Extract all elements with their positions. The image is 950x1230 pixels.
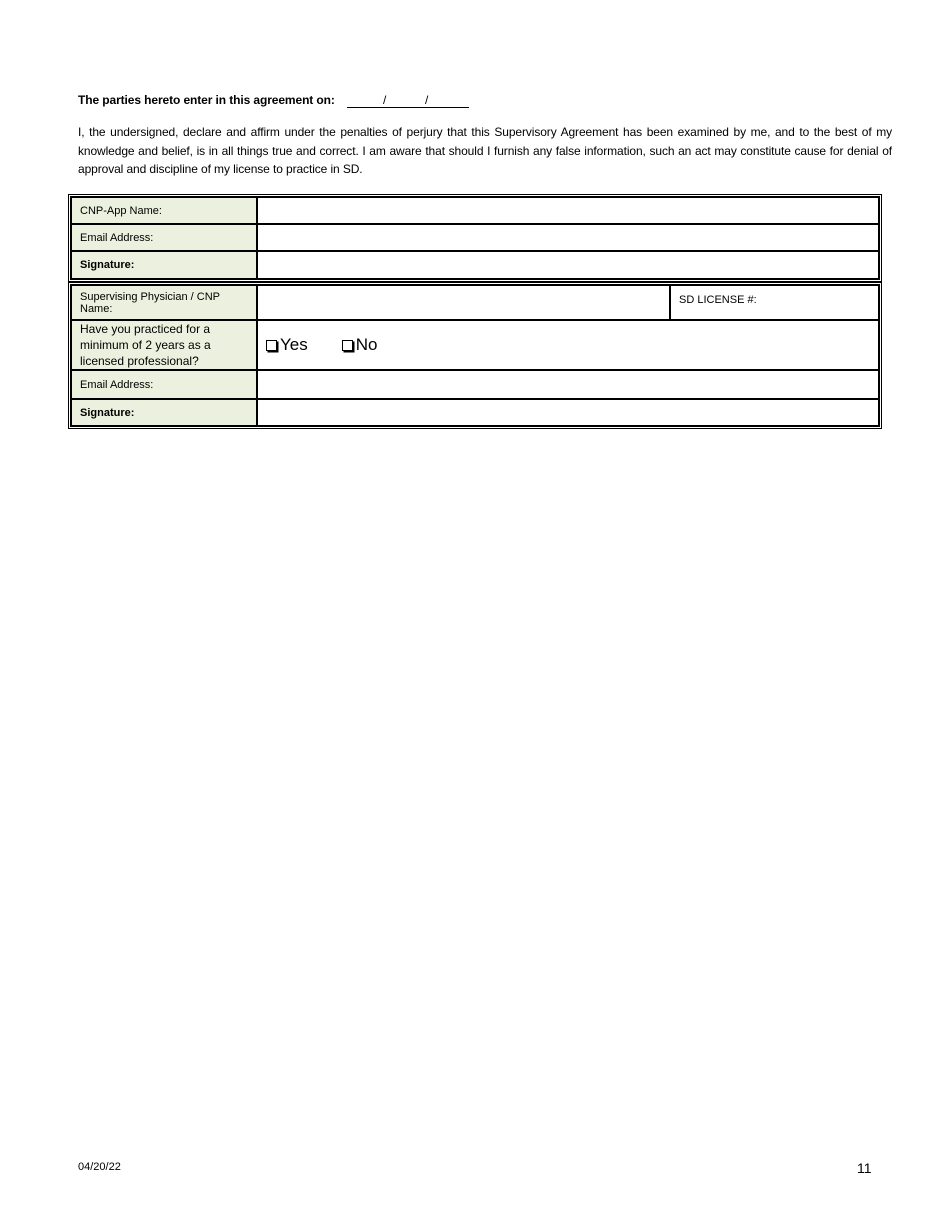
supervising-physician-table [68,282,882,429]
cnp-email-label: Email Address: [71,224,257,251]
footer-date: 04/20/22 [78,1161,121,1173]
physician-name-label: Supervising Physician / CNP Name: [71,285,257,320]
perjury-declaration: I, the undersigned, declare and affirm under the penalties of perjury that this Supervisory Agreement has been examined by me, and to the best of my knowledge and belief, is in all things true and correct. I am aware that should I furnish any false information, such an act may constitute cause for denial of approval and discipline of my license to practice in SD. [78,125,892,176]
cnp-email-field[interactable] [257,224,879,251]
cnp-applicant-table [68,194,882,282]
no-option[interactable] [342,335,378,355]
cnp-signature-label: Signature: [71,251,257,279]
page-number: 11 [857,1160,872,1176]
no-checkbox[interactable] [342,340,353,351]
practice-checkbox-group [266,335,870,355]
physician-signature-label: Signature: [71,399,257,426]
date-separator: / [425,93,429,107]
yes-checkbox[interactable] [266,340,277,351]
physician-email-field[interactable] [257,370,879,399]
sd-license-field[interactable] [670,285,879,320]
cnp-name-label: CNP-App Name: [71,197,257,224]
yes-label: Yes [280,335,308,354]
physician-name-field[interactable] [257,285,670,320]
cnp-name-field[interactable] [257,197,879,224]
yes-option[interactable] [266,335,308,355]
practice-answer-cell [257,320,879,370]
date-separator: / [383,93,387,107]
cnp-signature-field[interactable] [257,251,879,279]
no-label: No [355,335,378,354]
practice-question-label: Have you practiced for a minimum of 2 years as a licensed professional? [71,320,257,370]
physician-signature-field[interactable] [257,399,879,426]
agreement-date-label: The parties hereto enter in this agreement on: [78,93,335,107]
physician-email-label: Email Address: [71,370,257,399]
agreement-date-field[interactable] [347,93,469,108]
sd-license-label: SD LICENSE #: [679,294,757,306]
